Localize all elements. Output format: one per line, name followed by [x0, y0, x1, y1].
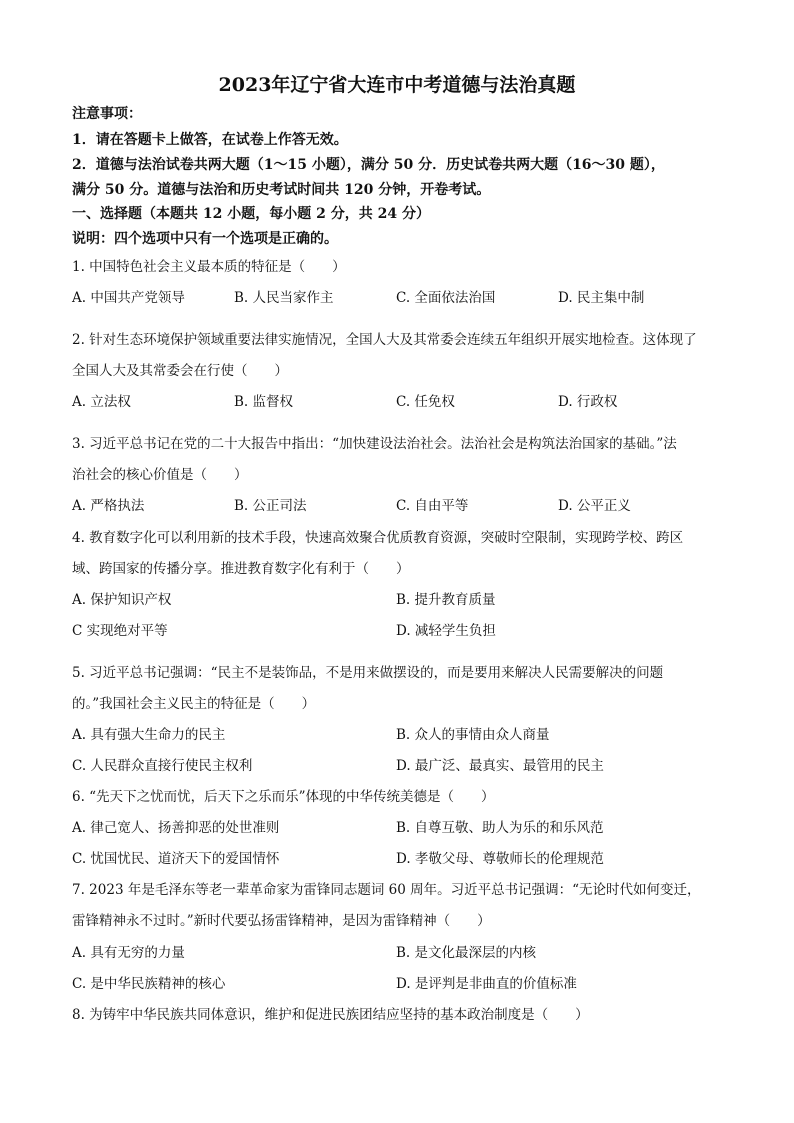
option-b: B. 众人的事情由众人商量: [396, 727, 550, 743]
option-c: C. 忧国忧民、道济天下的爱国情怀: [72, 851, 280, 867]
option-a: A. 保护知识产权: [72, 592, 172, 608]
option-c: C. 全面依法治国: [396, 290, 496, 306]
option-a: A. 严格执法: [72, 498, 145, 514]
question-text: 8. 为铸牢中华民族共同体意识，维护和促进民族团结应坚持的基本政治制度是（ ）: [72, 1007, 589, 1023]
notes-item: 满分 50 分。道德与法治和历史考试时间共 120 分钟，开卷考试。: [72, 182, 491, 198]
notes-heading: 注意事项：: [72, 106, 142, 122]
page-title: 2023年辽宁省大连市中考道德与法治真题: [218, 74, 576, 96]
question-text: 治社会的核心价值是（ ）: [72, 467, 248, 483]
option-c: C. 人民群众直接行使民主权利: [72, 758, 253, 774]
option-a: A. 具有强大生命力的民主: [72, 727, 226, 743]
option-d: D. 孝敬父母、尊敬师长的伦理规范: [396, 851, 604, 867]
option-d: D. 最广泛、最真实、最管用的民主: [396, 758, 604, 774]
section-heading: 一、选择题（本题共 12 小题，每小题 2 分，共 24 分）: [72, 206, 430, 222]
option-b: B. 公正司法: [234, 498, 307, 514]
question-text: 2. 针对生态环境保护领域重要法律实施情况，全国人大及其常委会连续五年组织开展实地检查。这体现了: [72, 332, 697, 348]
option-a: A. 律己宽人、扬善抑恶的处世准则: [72, 820, 280, 836]
option-c: C. 自由平等: [396, 498, 469, 514]
question-text: 域、跨国家的传播分享。推进教育数字化有利于（ ）: [72, 561, 410, 577]
notes-item: 2．道德与法治试卷共两大题（1～15 小题），满分 50 分．历史试卷共两大题（16～30 题），: [72, 157, 665, 173]
section-instruction: 说明：四个选项中只有一个选项是正确的。: [72, 231, 338, 247]
option-c: C. 是中华民族精神的核心: [72, 976, 226, 992]
option-b: B. 自尊互敬、助人为乐的和乐风范: [396, 820, 604, 836]
option-c: C. 任免权: [396, 394, 455, 410]
question-text: 3. 习近平总书记在党的二十大报告中指出：“加快建设法治社会。法治社会是构筑法治国家的基础。”法: [72, 436, 677, 452]
option-b: B. 提升教育质量: [396, 592, 496, 608]
option-a: A. 中国共产党领导: [72, 290, 185, 306]
option-b: B. 人民当家作主: [234, 290, 334, 306]
question-text: 1. 中国特色社会主义最本质的特征是（ ）: [72, 259, 346, 275]
option-b: B. 是文化最深层的内核: [396, 945, 537, 961]
option-b: B. 监督权: [234, 394, 294, 410]
option-d: D. 公平正义: [558, 498, 631, 514]
option-d: D. 减轻学生负担: [396, 623, 496, 639]
question-text: 5. 习近平总书记强调：“民主不是装饰品，不是用来做摆设的，而是要用来解决人民需要解决的问题: [72, 665, 664, 681]
question-text: 6. “先天下之忧而忧，后天下之乐而乐”体现的中华传统美德是（ ）: [72, 789, 495, 805]
option-d: D. 是评判是非曲直的价值标准: [396, 976, 577, 992]
question-text: 4. 教育数字化可以利用新的技术手段，快速高效聚合优质教育资源，突破时空限制，实现跨学校、跨区: [72, 530, 684, 546]
option-c: C 实现绝对平等: [72, 623, 168, 639]
option-a: A. 具有无穷的力量: [72, 945, 185, 961]
question-text: 7. 2023 年是毛泽东等老一辈革命家为雷锋同志题词 60 周年。习近平总书记强调：“无论时代如何变迁，: [72, 882, 701, 898]
question-text: 雷锋精神永不过时。”新时代要弘扬雷锋精神，是因为雷锋精神（ ）: [72, 913, 491, 929]
question-text: 的。”我国社会主义民主的特征是（ ）: [72, 696, 316, 712]
notes-item: 1．请在答题卡上做答，在试卷上作答无效。: [72, 132, 348, 148]
question-text: 全国人大及其常委会在行使（ ）: [72, 363, 288, 379]
option-d: D. 民主集中制: [558, 290, 645, 306]
option-a: A. 立法权: [72, 394, 131, 410]
option-d: D. 行政权: [558, 394, 618, 410]
